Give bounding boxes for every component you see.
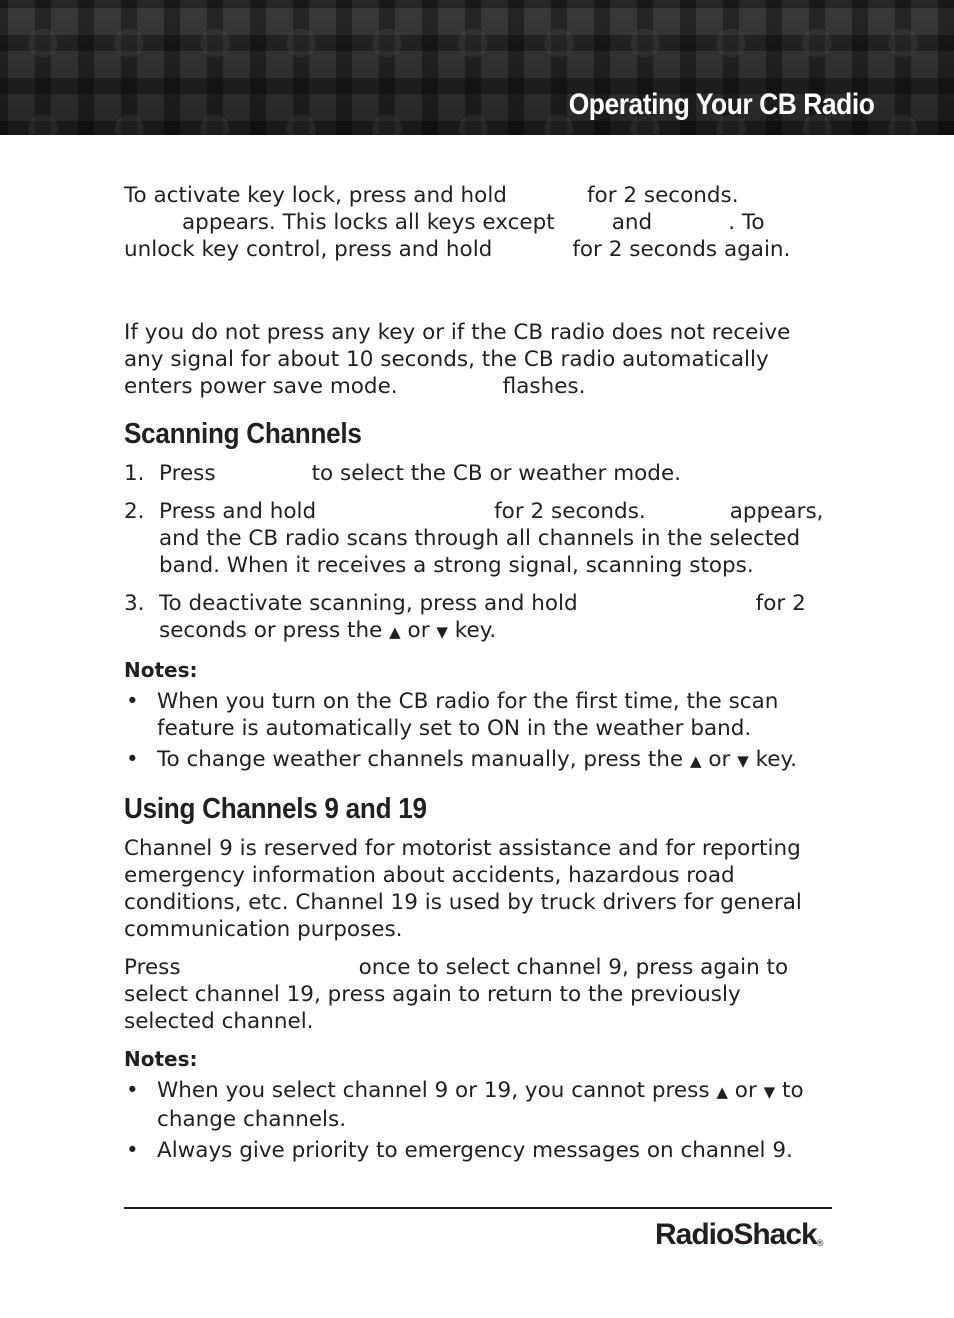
text: to select the CB or weather mode. bbox=[311, 461, 682, 486]
text: When you select channel 9 or 19, you cannot press bbox=[157, 1078, 710, 1103]
list-item bbox=[124, 746, 834, 775]
text: To activate key lock, press and hold bbox=[124, 183, 507, 208]
step-number: 3. bbox=[124, 591, 145, 616]
down-arrow-icon: ▼ bbox=[436, 623, 448, 641]
page-content bbox=[124, 182, 834, 1168]
up-arrow-icon: ▲ bbox=[689, 752, 702, 770]
notes-label: Notes: bbox=[124, 658, 198, 682]
text: If you do not press any key or if the CB radio does not receive any signal for about 10 seconds, the CB radio automatically enters power save mode. bbox=[124, 320, 791, 399]
text: key. bbox=[454, 618, 497, 643]
text: for 2 seconds. bbox=[586, 183, 739, 208]
power-save-paragraph bbox=[124, 319, 834, 400]
step-number: 2. bbox=[124, 499, 145, 524]
text: Press bbox=[124, 955, 181, 980]
text: To deactivate scanning, press and hold bbox=[159, 591, 578, 616]
list-item bbox=[124, 1137, 834, 1164]
down-arrow-icon: ▼ bbox=[737, 752, 749, 770]
text: flashes. bbox=[502, 374, 586, 399]
text: Press and hold bbox=[159, 499, 317, 524]
bullet-icon: • bbox=[126, 747, 139, 772]
text: or bbox=[708, 747, 731, 772]
up-arrow-icon: ▲ bbox=[389, 623, 401, 641]
scan-steps bbox=[124, 460, 834, 646]
channels-paragraph-2 bbox=[124, 954, 834, 1035]
text: Press bbox=[159, 461, 216, 486]
section-heading-scanning: Scanning Channels bbox=[124, 418, 362, 450]
text: for 2 seconds. bbox=[494, 499, 646, 524]
list-item bbox=[124, 498, 834, 579]
footer-divider bbox=[124, 1207, 832, 1209]
text: and bbox=[611, 210, 653, 235]
logo-text: RadioShack bbox=[655, 1218, 817, 1251]
bullet-icon: • bbox=[126, 689, 139, 714]
bullet-icon: • bbox=[126, 1138, 139, 1163]
notes-label: Notes: bbox=[124, 1047, 198, 1071]
page-title: Operating Your CB Radio bbox=[568, 88, 874, 121]
header-banner bbox=[0, 0, 954, 135]
list-item bbox=[124, 460, 834, 487]
keylock-paragraph bbox=[124, 182, 834, 263]
text: When you turn on the CB radio for the first time, the scan feature is automatically set to ON in the weather band. bbox=[157, 689, 779, 741]
text: . To bbox=[728, 210, 765, 235]
up-arrow-icon: ▲ bbox=[716, 1083, 728, 1101]
text: unlock key control, press and hold bbox=[124, 237, 493, 262]
step-number: 1. bbox=[124, 461, 145, 486]
text: to change channels. bbox=[157, 1078, 804, 1132]
section-heading-channels: Using Channels 9 and 19 bbox=[124, 793, 427, 825]
list-item bbox=[124, 590, 834, 646]
scan-notes bbox=[124, 688, 834, 775]
list-item bbox=[124, 688, 834, 742]
down-arrow-icon: ▼ bbox=[763, 1083, 776, 1101]
text: or bbox=[407, 618, 430, 643]
list-item bbox=[124, 1077, 834, 1133]
radioshack-logo bbox=[655, 1218, 823, 1252]
text: To change weather channels manually, press the bbox=[157, 747, 684, 772]
registered-mark: ® bbox=[816, 1238, 824, 1248]
text: for 2 seconds or press the bbox=[159, 591, 806, 643]
text: key. bbox=[755, 747, 798, 772]
text: once to select channel 9, press again to select channel 19, press again to return to the previously selected channel. bbox=[124, 955, 789, 1034]
text: for 2 seconds again. bbox=[572, 237, 791, 262]
text: appears. This locks all keys except bbox=[182, 210, 555, 235]
bullet-icon: • bbox=[126, 1078, 139, 1103]
text: Always give priority to emergency messages on channel 9. bbox=[157, 1138, 793, 1163]
channel-notes bbox=[124, 1077, 834, 1164]
text: or bbox=[734, 1078, 757, 1103]
channels-paragraph-1: Channel 9 is reserved for motorist assistance and for reporting emergency information about accidents, hazardous road conditions, etc. Channel 19 is used by truck drivers for general communication purposes. bbox=[124, 836, 802, 942]
text: appears, and the CB radio scans through all channels in the selected band. When it receives a strong signal, scanning stops. bbox=[159, 499, 824, 578]
